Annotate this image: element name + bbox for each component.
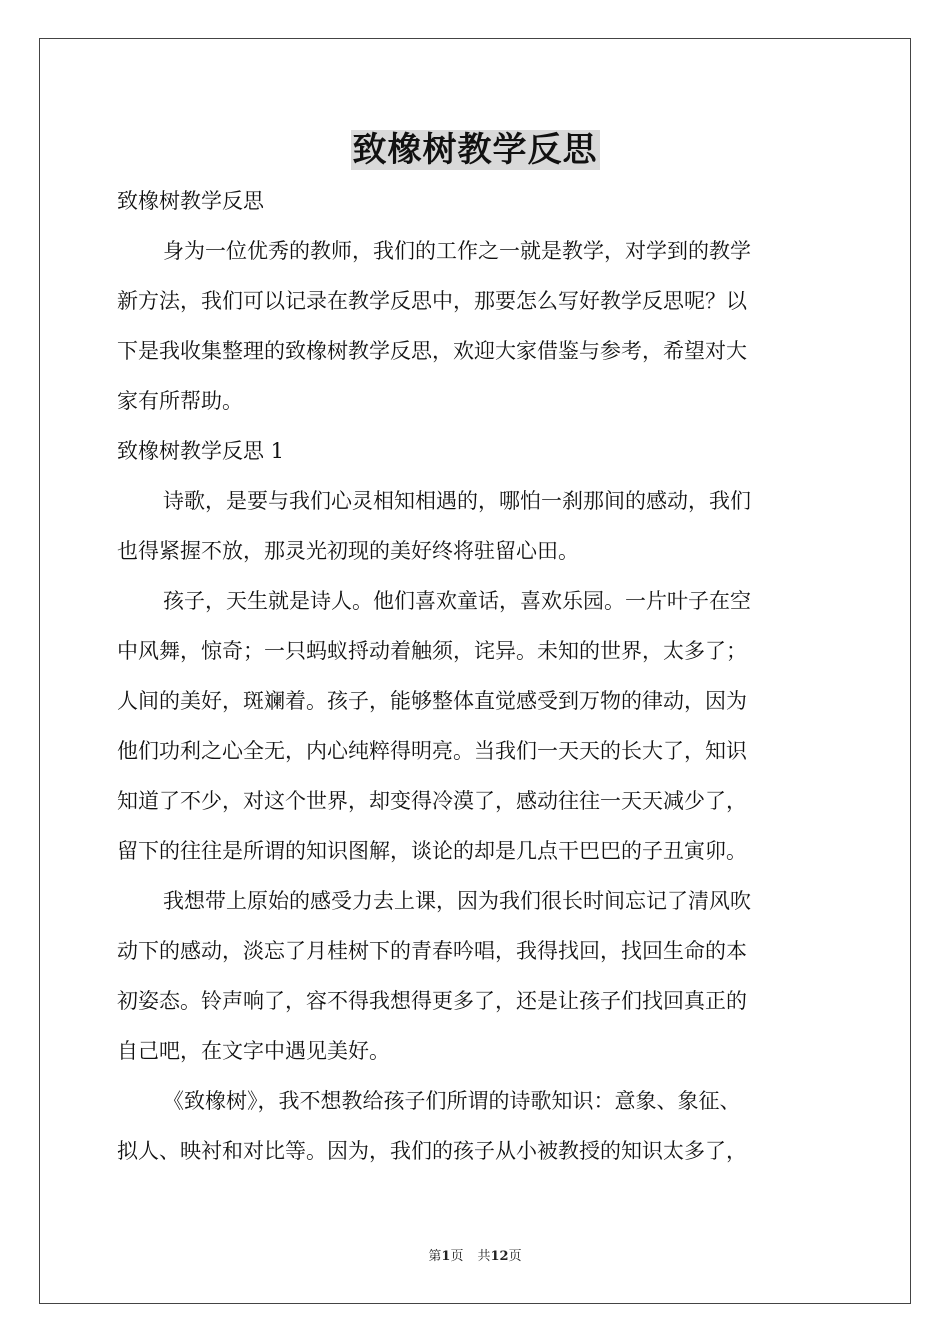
body-line: 中风舞，惊奇；一只蚂蚁捋动着触须，诧异。未知的世界，太多了；	[117, 639, 747, 663]
body-line: 下是我收集整理的致橡树教学反思，欢迎大家借鉴与参考，希望对大	[117, 339, 747, 363]
page-prefix: 第	[428, 1249, 442, 1264]
total-prefix: 共	[477, 1249, 491, 1264]
body-line: 人间的美好，斑斓着。孩子，能够整体直觉感受到万物的律动，因为	[117, 689, 747, 713]
section-heading: 致橡树教学反思 1	[117, 439, 285, 463]
page-footer	[0, 1248, 950, 1266]
body-line: 拟人、映衬和对比等。因为，我们的孩子从小被教授的知识太多了，	[117, 1139, 747, 1163]
total-pages: 12	[490, 1249, 509, 1264]
page-suffix: 页	[450, 1249, 464, 1264]
document-title-text: 致橡树教学反思	[352, 130, 598, 170]
body-line: 身为一位优秀的教师，我们的工作之一就是教学，对学到的教学	[163, 239, 751, 263]
body-line: 自己吧，在文字中遇见美好。	[117, 1039, 390, 1063]
body-line: 也得紧握不放，那灵光初现的美好终将驻留心田。	[117, 539, 579, 563]
body-line: 初姿态。铃声响了，容不得我想得更多了，还是让孩子们找回真正的	[117, 989, 747, 1013]
body-line: 动下的感动，淡忘了月桂树下的青春吟唱，我得找回，找回生命的本	[117, 939, 747, 963]
body-line: 致橡树教学反思	[117, 189, 264, 213]
body-line: 他们功利之心全无，内心纯粹得明亮。当我们一天天的长大了，知识	[117, 739, 747, 763]
total-suffix: 页	[508, 1249, 522, 1264]
body-line: 孩子，天生就是诗人。他们喜欢童话，喜欢乐园。一片叶子在空	[163, 589, 751, 613]
body-line: 新方法，我们可以记录在教学反思中，那要怎么写好教学反思呢？以	[117, 289, 747, 313]
document-title	[0, 128, 950, 172]
body-line: 《致橡树》，我不想教给孩子们所谓的诗歌知识：意象、象征、	[163, 1089, 741, 1113]
body-line: 留下的往往是所谓的知识图解，谈论的却是几点干巴巴的子丑寅卯。	[117, 839, 747, 863]
body-line: 我想带上原始的感受力去上课，因为我们很长时间忘记了清风吹	[163, 889, 751, 913]
body-line: 知道了不少，对这个世界，却变得冷漠了，感动往往一天天减少了，	[117, 789, 747, 813]
body-line: 诗歌，是要与我们心灵相知相遇的，哪怕一刹那间的感动，我们	[163, 489, 751, 513]
page-number: 1	[441, 1249, 451, 1264]
body-line: 家有所帮助。	[117, 389, 243, 413]
document-body	[117, 176, 833, 1176]
